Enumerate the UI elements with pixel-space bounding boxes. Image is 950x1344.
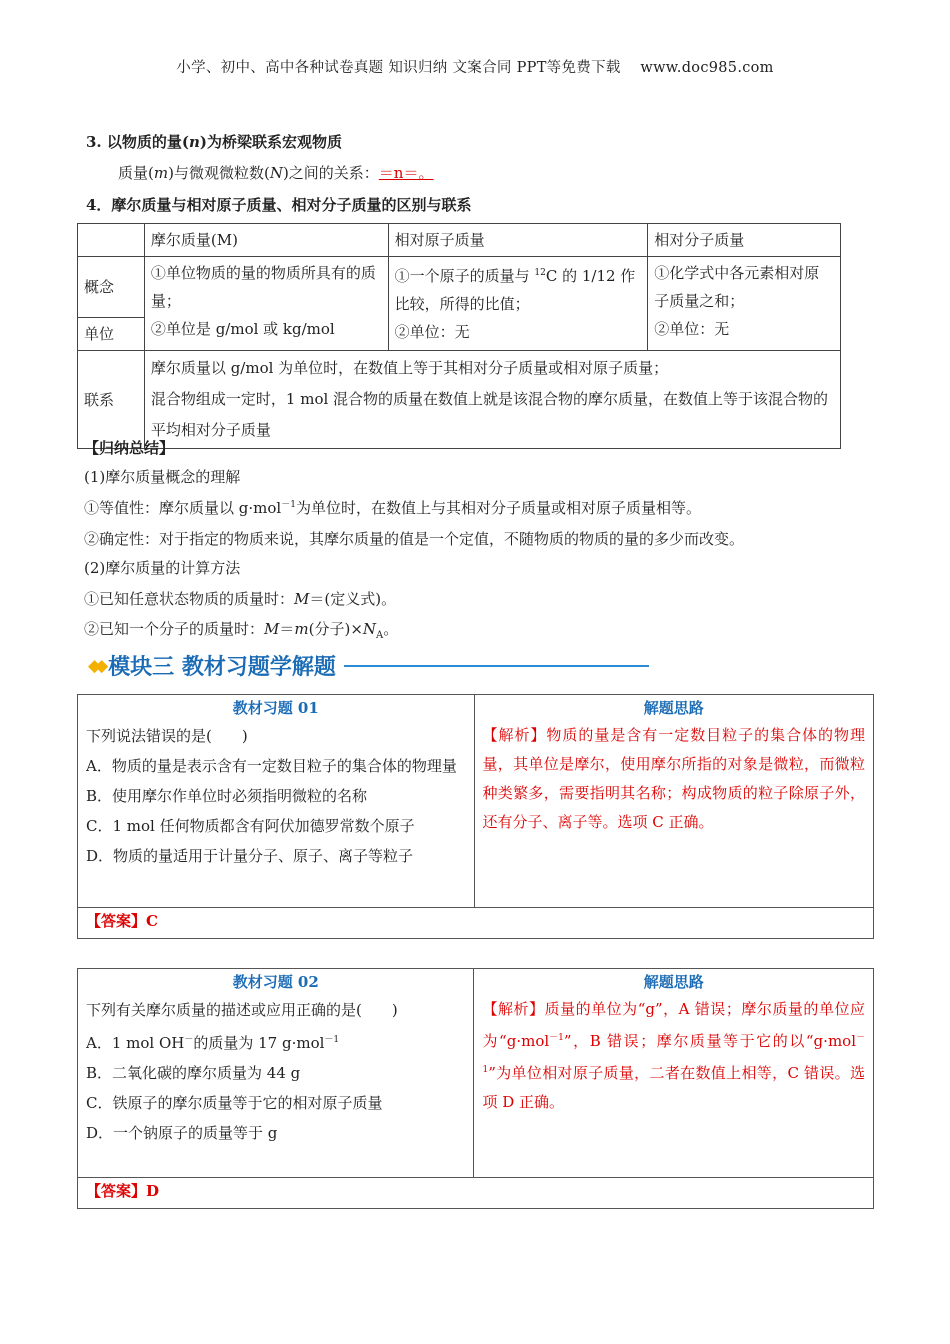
row-label-concept: 概念: [78, 257, 145, 318]
exercise-02-question: 下列有关摩尔质量的描述或应用正确的是( ): [86, 1001, 398, 1019]
comparison-table: [77, 223, 841, 449]
row-label-link: 联系: [78, 351, 145, 449]
table-row-link: [78, 351, 841, 449]
exercise-01-analysis-heading: 解题思路: [643, 699, 704, 717]
section-3-title: 3. 以物质的量(n)为桥梁联系宏观物质: [86, 133, 342, 151]
exercise-01-option-d: D．物质的量适用于计量分子、原子、离子等粒子: [86, 847, 414, 865]
module-title: 模块三 教材习题学解题: [108, 654, 336, 680]
exercise-02-option-d: D．一个钠原子的质量等于 g: [86, 1124, 278, 1142]
exercise-02-analysis-heading: 解题思路: [643, 973, 704, 991]
atomic-mass-cell: ①一个原子的质量与 $^{12}$C 的 1/12 作比较，所得的比值； ②单位：无: [388, 257, 648, 351]
exercise-01-analysis: 【解析】物质的量是含有一定数目粒子的集合体的物理量，其单位是摩尔，使用摩尔所指的对象是微粒，而微粒种类繁多，需要指明其名称；构成物质的粒子除原子外，还有分子、离子等。选项 C 正确。: [482, 726, 865, 831]
col-header-molar-mass: 摩尔质量(M): [144, 224, 388, 257]
molecular-mass-cell: ①化学式中各元素相对原子质量之和； ②单位：无: [648, 257, 841, 351]
exercise-02-table: [77, 968, 874, 1209]
link-cell: 摩尔质量以 g/mol 为单位时，在数值上等于其相对分子质量或相对原子质量； 混合物组成一定时，1 mol 混合物的质量在数值上就是该混合物的摩尔质量，在数值上等于该混合物的平均相对分子质量: [144, 351, 840, 449]
exercise-02-option-c: C．铁原子的摩尔质量等于它的相对原子质量: [86, 1094, 383, 1112]
diamond-arrow-icon: ◆◆: [88, 655, 103, 676]
row-label-unit: 单位: [78, 318, 145, 351]
exercise-01-option-c: C．1 mol 任何物质都含有阿伏加德罗常数个原子: [86, 817, 415, 835]
section-4-title: 4．摩尔质量与相对原子质量、相对分子质量的区别与联系: [86, 196, 472, 214]
summary-p4: (2)摩尔质量的计算方法: [84, 559, 241, 577]
exercise-02-answer: 【答案】D: [78, 1178, 874, 1209]
table-row-concept: [78, 257, 841, 318]
summary-title: 【归纳总结】: [84, 439, 175, 457]
summary-p2: ①等值性：摩尔质量以 g·mol$^{-1}$为单位时，在数值上与其相对分子质量或相对原子质量相等。: [84, 499, 701, 517]
molar-mass-cell: ①单位物质的量的物质所具有的质量； ②单位是 g/mol 或 kg/mol: [144, 257, 388, 351]
table-header-row: [78, 224, 841, 257]
exercise-02-heading: 教材习题 02: [232, 973, 319, 991]
exercise-01-option-a: A．物质的量是表示含有一定数目粒子的集合体的物理量: [86, 757, 457, 775]
banner-rule: [344, 665, 649, 667]
exercise-01-analysis-cell: [474, 695, 874, 908]
exercise-01-table: [77, 694, 874, 939]
exercise-02-question-cell: [78, 969, 474, 1178]
col-header-molecular-mass: 相对分子质量: [648, 224, 841, 257]
summary-p5: ①已知任意状态物质的质量时：M＝(定义式)。: [84, 590, 397, 608]
exercise-02-analysis: 【解析】质量的单位为“g”，A 错误；摩尔质量的单位应为“g·mol$^{-1}$”，B 错误；摩尔质量等于它的以“g·mol$^{-1}$”为单位相对原子质量，二者在数值上相等，C 错误。选项 D 正确。: [482, 1000, 866, 1111]
relation-formula: ＝n＝。: [378, 164, 434, 182]
exercise-01-heading: 教材习题 01: [232, 699, 319, 717]
exercise-01-question: 下列说法错误的是( ): [86, 727, 248, 745]
mass-particle-relation: 质量(m)与微观微粒数(N)之间的关系：＝n＝。: [118, 164, 434, 182]
exercise-01-answer: 【答案】C: [78, 908, 874, 939]
exercise-02-analysis-cell: [474, 969, 874, 1178]
exercise-01-option-b: B．使用摩尔作单位时必须指明微粒的名称: [86, 787, 368, 805]
summary-p6: ②已知一个分子的质量时：M＝m(分子)$\times N_A$。: [84, 620, 399, 641]
module-banner: [88, 650, 649, 681]
exercise-02-option-a: A．1 mol OH－的质量为 17 g·mol$^{-1}$: [86, 1034, 340, 1052]
exercise-01-question-cell: [78, 695, 475, 908]
summary-p3: ②确定性：对于指定的物质来说，其摩尔质量的值是一个定值，不随物质的物质的量的多少而改变。: [84, 530, 745, 548]
summary-p1: (1)摩尔质量概念的理解: [84, 468, 241, 486]
col-header-atomic-mass: 相对原子质量: [388, 224, 648, 257]
exercise-02-option-b: B．二氧化碳的摩尔质量为 44 g: [86, 1064, 301, 1082]
page-header: 小学、初中、高中各种试卷真题 知识归纳 文案合同 PPT等免费下载 www.doc985.com: [176, 60, 774, 76]
